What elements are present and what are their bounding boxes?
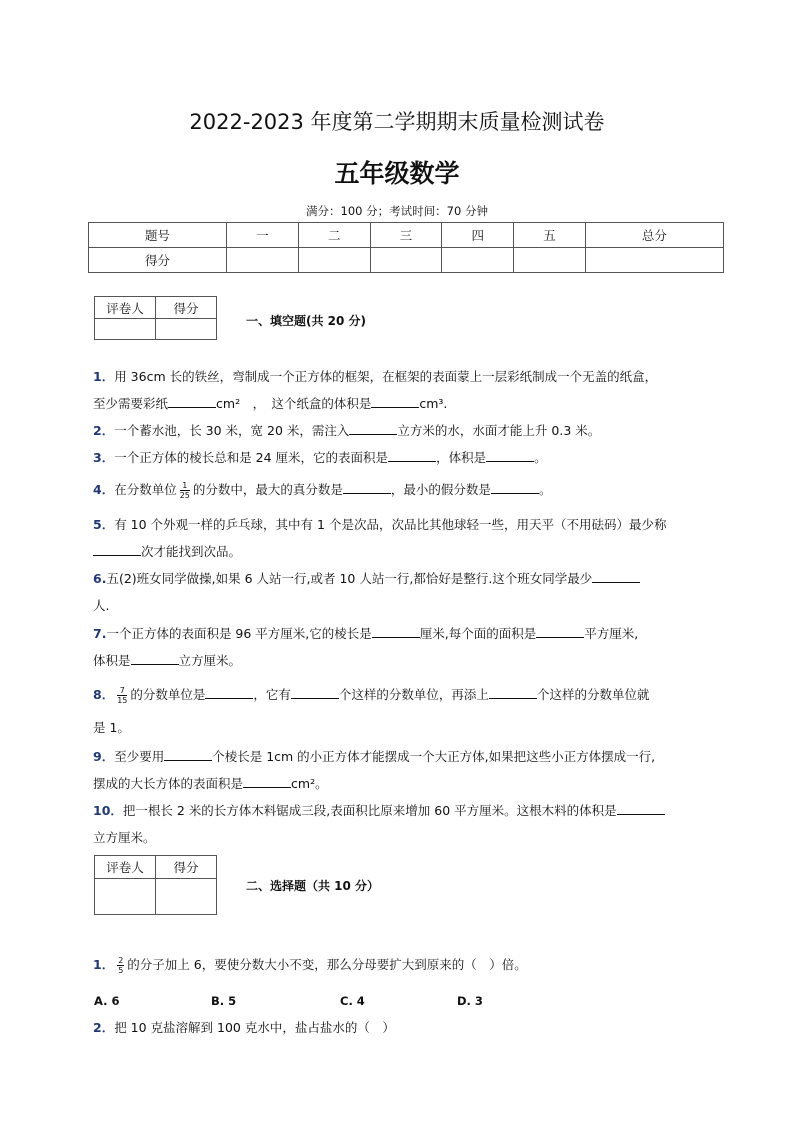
question-number: 7. [93, 626, 107, 641]
fraction: $\frac{2}{5}$ [118, 956, 124, 975]
question-number: 2． [93, 1020, 115, 1035]
question-number: 9． [93, 749, 115, 764]
answer-blank[interactable] [486, 449, 534, 462]
exam-info: 满分：100 分；考试时间：70 分钟 [306, 204, 488, 218]
answer-blank[interactable] [168, 395, 216, 408]
question-5: 5．有 10 个外观一样的乒乓球，其中有 1 个是次品，次品比其他球轻一些，用天平（不用砝码）最少称 [93, 517, 667, 532]
grader-box-2 [94, 855, 217, 915]
fraction: $\frac{1}{25}$ [179, 481, 190, 500]
answer-blank[interactable] [93, 543, 141, 556]
answer-blank[interactable] [388, 449, 436, 462]
option-c[interactable]: C. 4 [340, 994, 365, 1008]
question-4: 4．在分数单位 $\frac{1}{25}$ 的分数中，最大的真分数是 ，最小的假分数是 。 [93, 481, 552, 500]
question-7-line2: 体积是 立方厘米。 [93, 653, 242, 668]
grader-label: 评卷人 [95, 297, 156, 319]
answer-blank[interactable] [164, 748, 212, 761]
score-cell: 五 [514, 223, 586, 248]
score-cell: 总分 [585, 223, 723, 248]
grader-input[interactable] [95, 319, 156, 340]
grader-score-input[interactable] [156, 879, 217, 915]
answer-blank[interactable] [343, 481, 391, 494]
question-number: 3． [93, 450, 115, 465]
answer-blank[interactable] [291, 686, 339, 699]
answer-blank[interactable] [349, 422, 397, 435]
score-input-cell[interactable] [227, 248, 299, 273]
mc-question-1: 1． $\frac{2}{5}$ 的分子加上 6，要使分数大小不变，那么分母要扩大到原来的（ ）倍。 [93, 956, 527, 975]
grader-input[interactable] [95, 879, 156, 915]
exam-title: 2022-2023 年度第二学期期末质量检测试卷 [189, 110, 605, 134]
score-input-cell[interactable] [442, 248, 514, 273]
score-table-score-row [89, 248, 724, 273]
question-9-line2: 摆成的大长方体的表面积是 cm²。 [93, 776, 328, 791]
score-row-label: 得分 [89, 248, 227, 273]
question-6-line2: 人. [93, 598, 110, 613]
grader-score-input[interactable] [156, 319, 217, 340]
question-number: 1． [93, 957, 115, 972]
score-input-cell[interactable] [514, 248, 586, 273]
question-number: 8． [93, 687, 115, 702]
answer-blank[interactable] [205, 686, 253, 699]
score-table-header-row [89, 223, 724, 248]
option-d[interactable]: D. 3 [457, 994, 483, 1008]
score-input-cell[interactable] [370, 248, 442, 273]
score-input-cell[interactable] [585, 248, 723, 273]
question-number: 2． [93, 423, 115, 438]
grader-box-1 [94, 296, 217, 340]
question-1-line2: 至少需要彩纸 cm² ， 这个纸盒的体积是 cm³. [93, 396, 448, 411]
answer-blank[interactable] [489, 686, 537, 699]
score-input-cell[interactable] [298, 248, 370, 273]
question-7: 7.一个正方体的表面积是 96 平方厘米,它的棱长是 厘米,每个面的面积是 平方厘米, [93, 626, 639, 641]
exam-subtitle: 五年级数学 [334, 159, 460, 188]
score-table [88, 222, 724, 273]
option-a[interactable]: A. 6 [94, 994, 120, 1008]
question-9: 9．至少要用 个棱长是 1cm 的小正方体才能摆成一个大正方体,如果把这些小正方体摆成一行, [93, 749, 656, 764]
score-cell: 二 [298, 223, 370, 248]
score-cell: 四 [442, 223, 514, 248]
question-3: 3．一个正方体的棱长总和是 24 厘米，它的表面积是 ，体积是 。 [93, 450, 547, 465]
section1-title: 一、填空题(共 20 分) [246, 314, 367, 328]
score-cell: 一 [227, 223, 299, 248]
question-5-line2: 次才能找到次品。 [93, 542, 721, 561]
option-b[interactable]: B. 5 [211, 994, 237, 1008]
answer-blank[interactable] [536, 625, 584, 638]
section2-title: 二、选择题（共 10 分） [246, 879, 380, 893]
question-8-line2: 是 1。 [93, 720, 130, 735]
answer-blank[interactable] [243, 775, 291, 788]
question-number: 1． [93, 369, 115, 384]
answer-blank[interactable] [617, 802, 665, 815]
fraction: $\frac{7}{15}$ [117, 686, 128, 705]
score-cell: 题号 [89, 223, 227, 248]
question-number: 5． [93, 517, 115, 532]
question-1: 1．用 36cm 长的铁丝，弯制成一个正方体的框架，在框架的表面蒙上一层彩纸制成一个无盖的纸盒， [93, 369, 658, 384]
answer-blank[interactable] [371, 395, 419, 408]
answer-blank[interactable] [131, 652, 179, 665]
grader-label: 评卷人 [95, 856, 156, 879]
score-cell: 三 [370, 223, 442, 248]
question-2: 2．一个蓄水池，长 30 米，宽 20 米，需注入 立方米的水，水面才能上升 0.3 米。 [93, 423, 601, 438]
question-10: 10．把一根长 2 米的长方体木料锯成三段,表面积比原来增加 60 平方厘米。这根木料的体积是 [93, 801, 721, 820]
answer-blank[interactable] [491, 481, 539, 494]
grader-score-label: 得分 [156, 297, 217, 319]
answer-blank[interactable] [592, 570, 640, 583]
question-number: 10． [93, 803, 123, 818]
grader-score-label: 得分 [156, 856, 217, 879]
question-number: 6. [93, 571, 107, 586]
mc-question-2: 2．把 10 克盐溶解到 100 克水中，盐占盐水的（ ） [93, 1020, 395, 1035]
question-10-line2: 立方厘米。 [93, 830, 156, 845]
question-8: 8． $\frac{7}{15}$ 的分数单位是 ，它有 个这样的分数单位，再添上 个这样的分数单位就 [93, 686, 650, 705]
question-number: 4． [93, 482, 115, 497]
question-6: 6.五(2)班女同学做操,如果 6 人站一行,或者 10 人站一行,都恰好是整行.这个班女同学最少 [93, 569, 721, 588]
answer-blank[interactable] [372, 625, 420, 638]
